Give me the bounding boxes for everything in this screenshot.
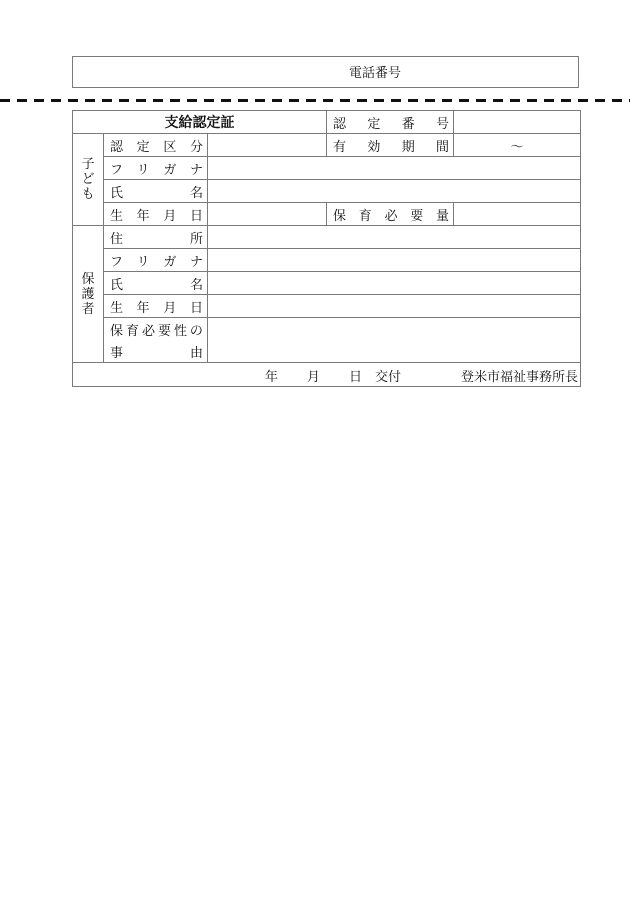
child-name-label: 氏 名	[104, 180, 208, 203]
child-furigana-value[interactable]	[208, 157, 581, 180]
guardian-name-label: 氏 名	[104, 272, 208, 295]
guardian-furigana-value[interactable]	[208, 249, 581, 272]
childcare-amount-label: 保 育 必 要 量	[327, 203, 454, 226]
footer-row	[73, 363, 581, 387]
child-category-label: 認 定 区 分	[104, 134, 208, 157]
guardian-birth-date-value[interactable]	[208, 295, 581, 318]
child-name-row	[73, 180, 581, 203]
issue-month-label: 月	[307, 370, 321, 385]
issue-date	[265, 366, 401, 385]
guardian-reason-label: 保 育 必 要 性 の 事 由	[104, 318, 208, 363]
issue-day-label: 日	[349, 370, 363, 385]
child-birth-date-value[interactable]	[208, 203, 327, 226]
guardian-address-row	[73, 226, 581, 249]
issue-footer	[73, 363, 581, 387]
child-furigana-row	[73, 157, 581, 180]
child-furigana-label: フ リ ガ ナ	[104, 157, 208, 180]
guardian-group-label: 保護者	[73, 226, 104, 363]
child-birth-date-label: 生 年 月 日	[104, 203, 208, 226]
guardian-address-label: 住 所	[104, 226, 208, 249]
phone-number-box	[72, 56, 579, 88]
issue-year-label: 年	[265, 370, 279, 385]
phone-number-label: 電話番号	[349, 66, 402, 81]
validity-period-label: 有 効 期 間	[327, 134, 454, 157]
guardian-furigana-row	[73, 249, 581, 272]
child-birth-date-row	[73, 203, 581, 226]
certificate-table	[72, 110, 581, 387]
certification-number-label: 認 定 番 号	[327, 111, 454, 134]
guardian-birth-date-row	[73, 295, 581, 318]
child-name-value[interactable]	[208, 180, 581, 203]
guardian-reason-value[interactable]	[208, 318, 581, 363]
guardian-name-row	[73, 272, 581, 295]
issuer-office: 登米市福祉事務所長	[461, 370, 579, 385]
guardian-birth-date-label: 生 年 月 日	[104, 295, 208, 318]
child-certification-category-row	[73, 134, 581, 157]
title-row	[73, 111, 581, 134]
guardian-address-value[interactable]	[208, 226, 581, 249]
child-group-label: 子ども	[73, 134, 104, 226]
certification-number-value[interactable]	[454, 111, 581, 134]
issued-label: 交付	[375, 370, 402, 385]
guardian-furigana-label: フ リ ガ ナ	[104, 249, 208, 272]
childcare-amount-value[interactable]	[454, 203, 581, 226]
child-category-value[interactable]	[208, 134, 327, 157]
certificate-title: 支給認定証	[73, 111, 327, 134]
guardian-name-value[interactable]	[208, 272, 581, 295]
guardian-reason-row	[73, 318, 581, 363]
validity-period-value[interactable]: ～	[454, 134, 581, 157]
cut-line-dashed	[0, 99, 630, 102]
